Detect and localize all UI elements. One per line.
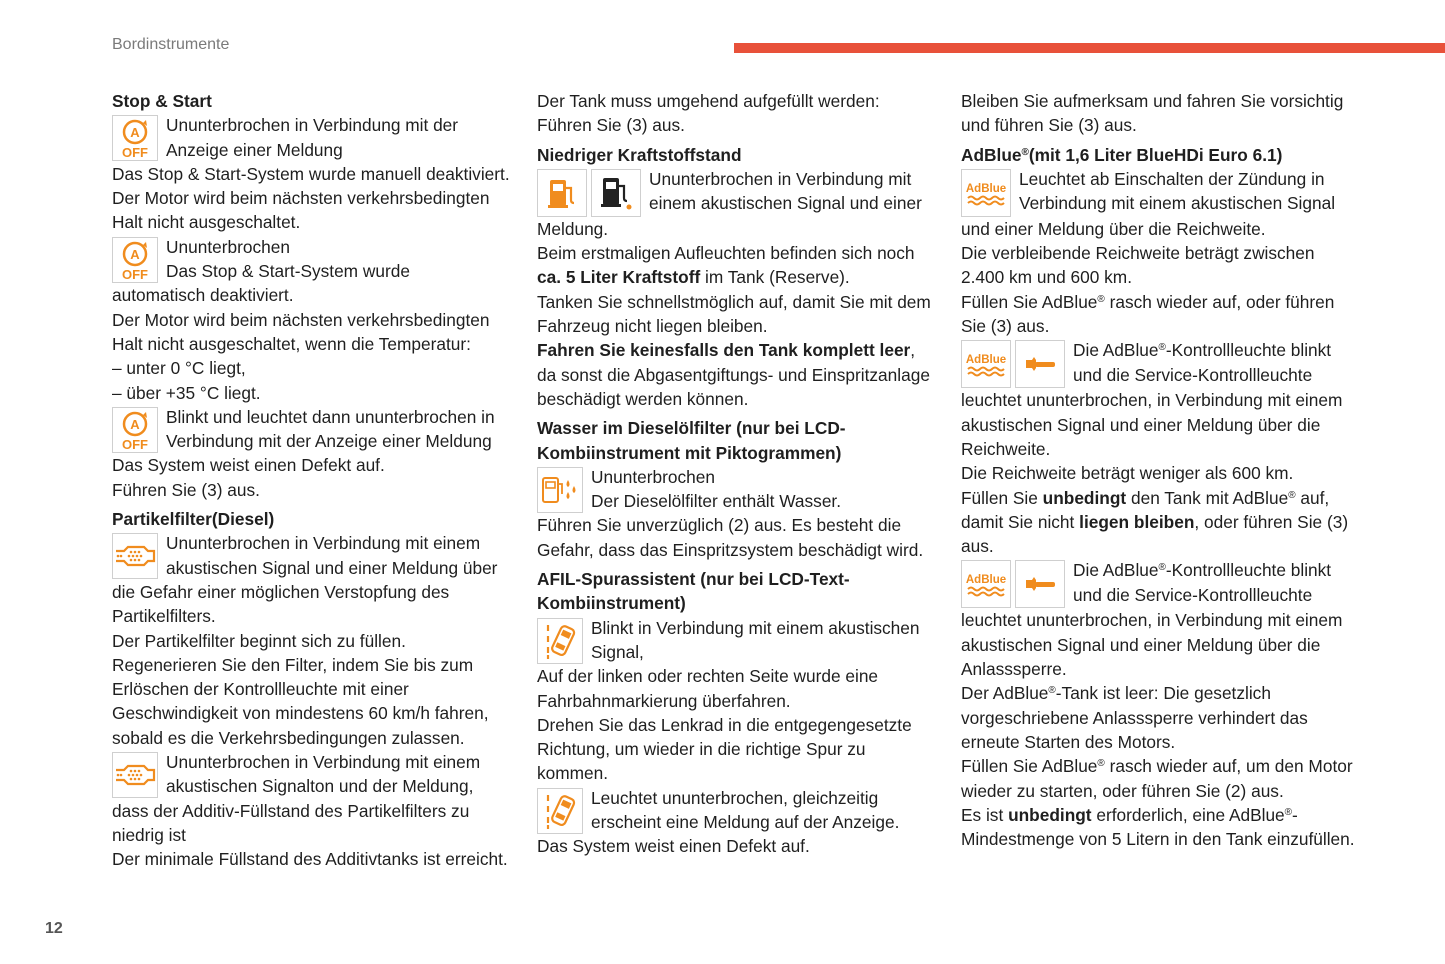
stop-start-block3-text: Das System weist einen Defekt auf.	[112, 455, 385, 476]
particle-filter-title: Partikelfilter(Diesel)	[112, 509, 275, 530]
water-diesel-line1: Ununterbrochen	[591, 466, 715, 487]
service-wrench-icon	[1015, 340, 1065, 388]
adblue-icon	[961, 560, 1011, 608]
adblue-icon-group	[961, 169, 1011, 217]
stop-start-block2-text: Der Motor wird beim nächsten verkehrsbedingten Halt nicht ausgeschaltet, wenn die Temperatur:	[112, 309, 490, 354]
registered-mark: ®	[1048, 685, 1056, 697]
adblue-block2-text	[961, 486, 1361, 559]
text-part: Es ist	[961, 804, 1009, 825]
stop-start-block2-line1: Ununterbrochen	[166, 236, 290, 257]
low-fuel-warning	[537, 338, 937, 411]
water-in-diesel-icon	[537, 467, 583, 513]
adblue-icon	[961, 169, 1011, 217]
text-part: rasch wieder auf, oder führen Sie (3) aus.	[961, 291, 1335, 337]
particle-filter-block2-text: Der minimale Füllstand des Additivtanks ist erreicht.	[112, 849, 508, 870]
stop-start-off-icon	[112, 407, 158, 453]
low-fuel-text-bold: ca. 5 Liter Kraftstoff	[537, 267, 701, 288]
service-wrench-icon	[1015, 560, 1065, 608]
adblue-icon-group	[961, 340, 1065, 388]
low-fuel-text: Tanken Sie schnellstmöglich auf, damit Sie mit dem Fahrzeug nicht liegen bleiben.	[537, 291, 931, 337]
text-part: Füllen Sie	[961, 487, 1043, 508]
particle-filter-block1-text: Regenerieren Sie den Filter, indem Sie bis zum Erlöschen der Kontrollleuchte mit einer Geschwindigkeit von mindestens 60 km/h fahren, sobald es die Verkehrsbedingungen zulassen.	[112, 654, 489, 748]
particle-filter-block2-line2: akustischen Signalton und der Meldung,	[166, 776, 474, 797]
lane-departure-icon	[537, 618, 583, 664]
particle-filter-block1-text: die Gefahr einer möglichen Verstopfung des Partikelfilters.	[112, 581, 450, 627]
column-2	[537, 89, 937, 859]
stop-start-icon-group	[112, 237, 158, 283]
low-fuel-icon-group	[537, 169, 641, 217]
adblue-block3-text	[961, 681, 1361, 754]
particle-filter-block1-line1: Ununterbrochen in Verbindung mit einem	[166, 533, 481, 554]
adblue-block1-text: und einer Meldung über die Reichweite.	[961, 218, 1266, 239]
accent-bar	[734, 43, 1445, 53]
stop-start-block1-line2: Anzeige einer Meldung	[166, 139, 343, 160]
afil-title: AFIL-Spurassistent (nur bei LCD-Text-Kombiinstrument)	[537, 569, 850, 614]
registered-mark: ®	[1288, 489, 1296, 501]
list-item: – unter 0 °C liegt,	[112, 358, 246, 379]
text-part: -Mindestmenge von 5 Litern in den Tank einzufüllen.	[961, 804, 1355, 850]
low-fuel-line2: einem akustischen Signal und einer	[649, 193, 922, 214]
particle-filter-block2-line1: Ununterbrochen in Verbindung mit einem	[166, 752, 481, 773]
svg-text:OFF: OFF	[122, 145, 148, 160]
adblue-icon-label: AdBlue	[965, 354, 1007, 367]
svg-text:OFF: OFF	[122, 266, 148, 281]
text-bold: unbedingt	[1042, 487, 1127, 508]
section-header: Bordinstrumente	[112, 36, 230, 53]
adblue-block3-text: leuchtet ununterbrochen, in Verbindung mit einem akustischen Signal und einer Meldung über die Anlasssperre.	[961, 610, 1343, 680]
registered-mark: ®	[1158, 562, 1166, 574]
adblue-block3-text	[961, 754, 1361, 803]
list-item: – über +35 °C liegt.	[112, 382, 261, 403]
stop-start-title: Stop & Start	[112, 91, 212, 111]
low-fuel-text-part: im Tank (Reserve).	[700, 267, 850, 288]
svg-text:A: A	[130, 246, 140, 262]
particle-filter-icon	[112, 533, 158, 579]
water-diesel-icon-group	[537, 467, 583, 513]
stop-start-icon-group	[112, 115, 158, 161]
low-fuel-text	[537, 241, 937, 290]
adblue-title-part: (mit 1,6 Liter BlueHDi Euro 6.1)	[1028, 144, 1283, 165]
particle-filter-icon	[112, 752, 158, 798]
text-bold: liegen bleiben	[1079, 511, 1195, 532]
particle-filter-block1-text: Der Partikelfilter beginnt sich zu füllen.	[112, 630, 406, 651]
text-part: den Tank mit AdBlue	[1126, 487, 1289, 508]
particle-filter-icon-group	[112, 533, 158, 579]
afil-block1-line1: Blinkt in Verbindung mit einem akustischen	[591, 617, 920, 638]
afil-block1-text: Auf der linken oder rechten Seite wurde eine Fahrbahnmarkierung überfahren.	[537, 666, 879, 711]
text-part: -Kontrollleuchte blinkt	[1165, 340, 1332, 361]
adblue-block2-text: leuchtet ununterbrochen, in Verbindung mit einem akustischen Signal und einer Meldung über die Reichweite.	[961, 390, 1343, 459]
stop-start-off-icon	[112, 237, 158, 283]
registered-mark: ®	[1158, 342, 1166, 354]
low-fuel-title: Niedriger Kraftstoffstand	[537, 144, 742, 165]
stop-start-block3-text: Führen Sie (3) aus.	[112, 479, 260, 500]
stop-start-block1-line1: Ununterbrochen in Verbindung mit der	[166, 115, 459, 136]
stop-start-block1-text: Das Stop & Start-System wurde manuell deaktiviert.	[112, 163, 510, 184]
stop-start-block2-line2: Das Stop & Start-System wurde	[166, 261, 410, 282]
adblue-block1-line1: Leuchtet ab Einschalten der Zündung in	[1019, 168, 1325, 189]
particle-filter-icon-group	[112, 752, 158, 798]
particle-filter-block2-text: dass der Additiv-Füllstand des Partikelfilters zu niedrig ist	[112, 800, 470, 845]
water-diesel-title: Wasser im Dieselölfilter (nur bei LCD-Kombiinstrument mit Piktogrammen)	[537, 418, 846, 463]
svg-text:A: A	[130, 125, 140, 141]
text-part: rasch wieder auf, um den Motor wieder zu starten, oder führen Sie (2) aus.	[961, 756, 1353, 801]
registered-mark: ®	[1097, 758, 1105, 770]
adblue-title-part: AdBlue	[961, 144, 1022, 165]
text-part: auf, damit Sie nicht	[961, 487, 1330, 532]
stop-start-off-icon	[112, 115, 158, 161]
adblue-block3-text	[961, 803, 1361, 852]
registered-mark: ®	[1097, 293, 1105, 305]
adblue-icon-group	[961, 560, 1065, 608]
stop-start-block2-text: automatisch deaktiviert.	[112, 285, 294, 306]
afil-block1-text: Drehen Sie das Lenkrad in die entgegengesetzte Richtung, um wieder in die richtige Spur zu kommen.	[537, 714, 912, 784]
water-diesel-line2: Der Dieselölfilter enthält Wasser.	[591, 491, 842, 512]
adblue-block2-text: Die Reichweite beträgt weniger als 600 km.	[961, 463, 1294, 484]
particle-filter-block1-line2: akustischen Signal und einer Meldung über	[166, 557, 498, 578]
water-diesel-text: Führen Sie unverzüglich (2) aus. Es besteht die Gefahr, dass das Einspritzsystem beschädigt wird.	[537, 515, 924, 560]
svg-text:OFF: OFF	[122, 436, 148, 451]
low-fuel-text: Meldung.	[537, 218, 609, 239]
column-3	[961, 89, 1361, 851]
low-fuel-warning-bold: Fahren Sie keinesfalls den Tank komplett leer	[537, 340, 911, 361]
adblue-icon	[961, 340, 1011, 388]
lane-departure-icon	[537, 788, 583, 834]
afil-block1-line2: Signal,	[591, 641, 644, 662]
adblue-icon-label: AdBlue	[965, 182, 1007, 195]
stop-start-block1-text: Der Motor wird beim nächsten verkehrsbedingten Halt nicht ausgeschaltet.	[112, 188, 490, 233]
adblue-title	[961, 143, 1361, 167]
text-part: Füllen Sie AdBlue	[961, 291, 1098, 312]
page-number: 12	[45, 920, 63, 937]
text-part: , oder führen Sie (3) aus.	[961, 511, 1349, 557]
text-part: Füllen Sie AdBlue	[961, 756, 1098, 777]
text-bold: unbedingt	[1008, 804, 1092, 825]
low-fuel-line1: Ununterbrochen in Verbindung mit	[649, 168, 912, 189]
afil-block2-line1: Leuchtet ununterbrochen, gleichzeitig	[591, 787, 879, 808]
text-part: -Kontrollleuchte blinkt	[1165, 560, 1332, 581]
registered-mark: ®	[1284, 806, 1293, 818]
low-fuel-warning-text: , da sonst die Abgasentgiftungs- und Einspritzanlage beschädigt werden können.	[537, 340, 930, 409]
text-part: Die AdBlue	[1073, 340, 1159, 361]
fuel-pump-black-icon	[591, 169, 641, 217]
adblue-block1-text	[961, 290, 1361, 339]
column-1	[112, 89, 512, 872]
adblue-block2-line2: und die Service-Kontrollleuchte	[1073, 364, 1313, 385]
stop-start-block3-line2: Verbindung mit der Anzeige einer Meldung	[166, 431, 492, 452]
adblue-block1-line2: Verbindung mit einem akustischen Signal	[1019, 193, 1336, 214]
registered-mark: ®	[1021, 146, 1029, 158]
text-part: -Tank ist leer: Die gesetzlich vorgeschriebene Anlasssperre verhindert das erneute Starten des Motors.	[961, 683, 1308, 752]
afil-icon-group	[537, 788, 583, 834]
low-fuel-text-part: Beim erstmaligen Aufleuchten befinden sich noch	[537, 243, 915, 264]
afil-block2-line2: erscheint eine Meldung auf der Anzeige.	[591, 812, 900, 833]
stop-start-icon-group	[112, 407, 158, 453]
afil-block2-text: Das System weist einen Defekt auf.	[537, 836, 810, 857]
intro-text: Bleiben Sie aufmerksam und fahren Sie vorsichtig und führen Sie (3) aus.	[961, 91, 1344, 136]
text-part: Die AdBlue	[1073, 560, 1159, 581]
tank-text: Der Tank muss umgehend aufgefüllt werden:	[537, 91, 880, 111]
adblue-icon-label: AdBlue	[965, 574, 1007, 587]
fuel-pump-orange-icon	[537, 169, 587, 217]
text-part: erforderlich, eine AdBlue	[1091, 804, 1285, 825]
adblue-block3-line2: und die Service-Kontrollleuchte	[1073, 584, 1313, 605]
adblue-block1-text: Die verbleibende Reichweite beträgt zwischen 2.400 km und 600 km.	[961, 243, 1315, 288]
afil-icon-group	[537, 618, 583, 664]
stop-start-block3-line1: Blinkt und leuchtet dann ununterbrochen in	[166, 406, 495, 427]
text-part: Der AdBlue	[961, 683, 1049, 704]
tank-text: Führen Sie (3) aus.	[537, 115, 685, 136]
svg-text:A: A	[130, 416, 140, 432]
